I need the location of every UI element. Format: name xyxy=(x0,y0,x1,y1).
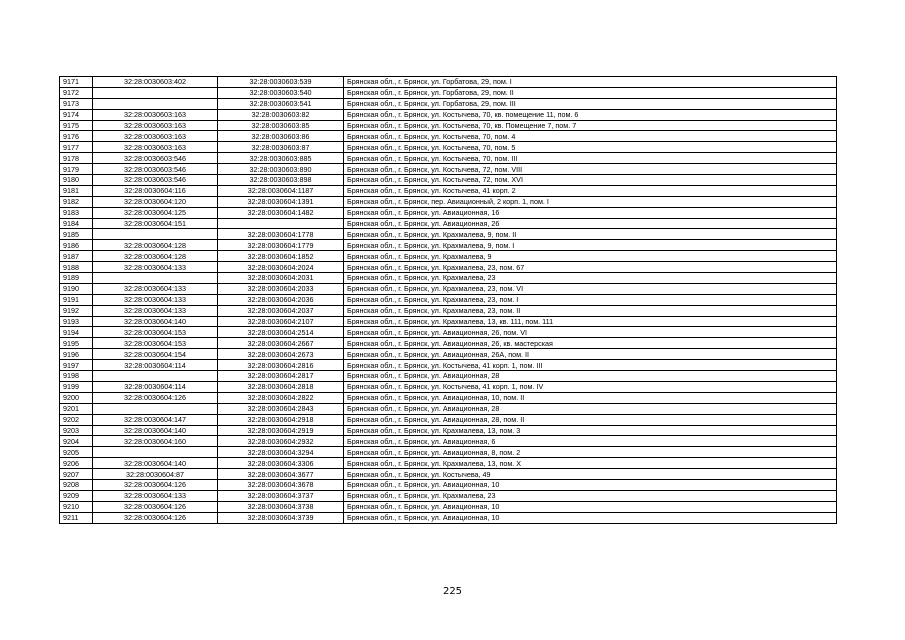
row-number-cell: 9172 xyxy=(60,87,93,98)
cadastral-number-cell: 32:28:0030604:2843 xyxy=(218,403,344,414)
address-cell: Брянская обл., г. Брянск, ул. Костычева, 41 корп. 1, пом. IV xyxy=(344,381,837,392)
table-row xyxy=(60,316,837,327)
parent-cadastral-cell: 32:28:0030604:114 xyxy=(93,381,218,392)
address-cell: Брянская обл., г. Брянск, ул. Горбатова, 29, пом. I xyxy=(344,77,837,88)
address-cell: Брянская обл., г. Брянск, ул. Горбатова, 29, пом. II xyxy=(344,87,837,98)
table-row xyxy=(60,447,837,458)
parent-cadastral-cell: 32:28:0030603:163 xyxy=(93,142,218,153)
cadastral-number-cell: 32:28:0030604:2036 xyxy=(218,294,344,305)
address-cell: Брянская обл., г. Брянск, ул. Авиационная, 26, кв. мастерская xyxy=(344,338,837,349)
cadastral-number-cell: 32:28:0030604:2037 xyxy=(218,305,344,316)
parent-cadastral-cell xyxy=(93,98,218,109)
cadastral-number-cell: 32:28:0030604:2514 xyxy=(218,327,344,338)
address-cell: Брянская обл., г. Брянск, ул. Крахмалева, 23 xyxy=(344,490,837,501)
parent-cadastral-cell: 32:28:0030604:147 xyxy=(93,414,218,425)
table-row xyxy=(60,414,837,425)
table-row xyxy=(60,305,837,316)
cadastral-number-cell xyxy=(218,218,344,229)
address-cell: Брянская обл., г. Брянск, ул. Костычева, 72, пом. XVI xyxy=(344,175,837,186)
table-row xyxy=(60,283,837,294)
cadastral-number-cell: 32:28:0030604:3737 xyxy=(218,490,344,501)
address-cell: Брянская обл., г. Брянск, ул. Авиационная, 26 xyxy=(344,218,837,229)
parent-cadastral-cell: 32:28:0030603:163 xyxy=(93,131,218,142)
row-number-cell: 9207 xyxy=(60,469,93,480)
parent-cadastral-cell: 32:28:0030603:546 xyxy=(93,175,218,186)
parent-cadastral-cell xyxy=(93,273,218,284)
cadastral-number-cell: 32:28:0030603:539 xyxy=(218,77,344,88)
address-cell: Брянская обл., г. Брянск, ул. Авиационная, 26А, пом. II xyxy=(344,349,837,360)
row-number-cell: 9175 xyxy=(60,120,93,131)
parent-cadastral-cell xyxy=(93,229,218,240)
address-cell: Брянская обл., г. Брянск, ул. Авиационная, 10 xyxy=(344,479,837,490)
table-row xyxy=(60,196,837,207)
cadastral-number-cell: 32:28:0030603:885 xyxy=(218,153,344,164)
cadastral-number-cell: 32:28:0030603:541 xyxy=(218,98,344,109)
address-cell: Брянская обл., г. Брянск, ул. Авиационная, 10, пом. II xyxy=(344,392,837,403)
row-number-cell: 9182 xyxy=(60,196,93,207)
table-row xyxy=(60,294,837,305)
row-number-cell: 9180 xyxy=(60,175,93,186)
cadastral-number-cell: 32:28:0030604:1391 xyxy=(218,196,344,207)
parent-cadastral-cell: 32:28:0030604:160 xyxy=(93,436,218,447)
table-row xyxy=(60,392,837,403)
table-row xyxy=(60,87,837,98)
table-row xyxy=(60,262,837,273)
row-number-cell: 9189 xyxy=(60,273,93,284)
address-cell: Брянская обл., г. Брянск, ул. Крахмалева, 23, пом. II xyxy=(344,305,837,316)
table-row xyxy=(60,479,837,490)
cadastral-number-cell: 32:28:0030603:898 xyxy=(218,175,344,186)
address-cell: Брянская обл., г. Брянск, ул. Крахмалева, 23, пом. I xyxy=(344,294,837,305)
parent-cadastral-cell: 32:28:0030604:128 xyxy=(93,251,218,262)
cadastral-number-cell: 32:28:0030604:3294 xyxy=(218,447,344,458)
table-row xyxy=(60,273,837,284)
parent-cadastral-cell: 32:28:0030603:163 xyxy=(93,120,218,131)
address-cell: Брянская обл., г. Брянск, ул. Крахмалева, 9, пом. I xyxy=(344,240,837,251)
table-row xyxy=(60,142,837,153)
parent-cadastral-cell: 32:28:0030603:546 xyxy=(93,164,218,175)
table-row xyxy=(60,458,837,469)
parent-cadastral-cell xyxy=(93,403,218,414)
row-number-cell: 9188 xyxy=(60,262,93,273)
row-number-cell: 9205 xyxy=(60,447,93,458)
cadastral-number-cell: 32:28:0030604:2107 xyxy=(218,316,344,327)
address-cell: Брянская обл., г. Брянск, ул. Авиационная, 10 xyxy=(344,501,837,512)
address-cell: Брянская обл., г. Брянск, ул. Костычева, 41 корп. 2 xyxy=(344,185,837,196)
cadastral-registry-table xyxy=(59,76,837,524)
row-number-cell: 9181 xyxy=(60,185,93,196)
table-row xyxy=(60,207,837,218)
table-row xyxy=(60,120,837,131)
cadastral-number-cell: 32:28:0030604:3739 xyxy=(218,512,344,523)
parent-cadastral-cell: 32:28:0030603:163 xyxy=(93,109,218,120)
address-cell: Брянская обл., г. Брянск, ул. Крахмалева, 13, пом. 3 xyxy=(344,425,837,436)
address-cell: Брянская обл., г. Брянск, ул. Авиационная, 6 xyxy=(344,436,837,447)
cadastral-number-cell: 32:28:0030603:86 xyxy=(218,131,344,142)
parent-cadastral-cell: 32:28:0030604:120 xyxy=(93,196,218,207)
table-row xyxy=(60,327,837,338)
parent-cadastral-cell: 32:28:0030604:133 xyxy=(93,283,218,294)
table-row xyxy=(60,381,837,392)
row-number-cell: 9200 xyxy=(60,392,93,403)
row-number-cell: 9202 xyxy=(60,414,93,425)
parent-cadastral-cell: 32:28:0030603:546 xyxy=(93,153,218,164)
table-row xyxy=(60,512,837,523)
row-number-cell: 9199 xyxy=(60,381,93,392)
address-cell: Брянская обл., г. Брянск, ул. Костычева, 70, пом. 5 xyxy=(344,142,837,153)
row-number-cell: 9177 xyxy=(60,142,93,153)
address-cell: Брянская обл., г. Брянск, ул. Костычева, 70, пом. 4 xyxy=(344,131,837,142)
cadastral-number-cell: 32:28:0030604:2817 xyxy=(218,371,344,382)
address-cell: Брянская обл., г. Брянск, ул. Крахмалева, 13, кв. 111, пом. 111 xyxy=(344,316,837,327)
parent-cadastral-cell: 32:28:0030604:140 xyxy=(93,458,218,469)
parent-cadastral-cell: 32:28:0030604:87 xyxy=(93,469,218,480)
cadastral-number-cell: 32:28:0030604:2673 xyxy=(218,349,344,360)
row-number-cell: 9179 xyxy=(60,164,93,175)
address-cell: Брянская обл., г. Брянск, ул. Костычева, 49 xyxy=(344,469,837,480)
parent-cadastral-cell: 32:28:0030604:114 xyxy=(93,360,218,371)
row-number-cell: 9203 xyxy=(60,425,93,436)
address-cell: Брянская обл., г. Брянск, ул. Костычева, 70, кв. помещение 11, пом. 6 xyxy=(344,109,837,120)
row-number-cell: 9193 xyxy=(60,316,93,327)
table-row xyxy=(60,360,837,371)
cadastral-number-cell: 32:28:0030604:1187 xyxy=(218,185,344,196)
table-row xyxy=(60,469,837,480)
table-row xyxy=(60,109,837,120)
row-number-cell: 9209 xyxy=(60,490,93,501)
table-row xyxy=(60,403,837,414)
row-number-cell: 9208 xyxy=(60,479,93,490)
cadastral-number-cell: 32:28:0030604:2024 xyxy=(218,262,344,273)
page-number: 225 xyxy=(442,586,463,597)
table-row xyxy=(60,77,837,88)
cadastral-number-cell: 32:28:0030603:890 xyxy=(218,164,344,175)
cadastral-number-cell: 32:28:0030603:87 xyxy=(218,142,344,153)
parent-cadastral-cell: 32:28:0030604:133 xyxy=(93,305,218,316)
cadastral-number-cell: 32:28:0030604:2033 xyxy=(218,283,344,294)
address-cell: Брянская обл., г. Брянск, ул. Авиационная, 10 xyxy=(344,512,837,523)
row-number-cell: 9190 xyxy=(60,283,93,294)
parent-cadastral-cell: 32:28:0030604:153 xyxy=(93,327,218,338)
address-cell: Брянская обл., г. Брянск, ул. Авиационная, 28 xyxy=(344,371,837,382)
cadastral-number-cell: 32:28:0030604:1852 xyxy=(218,251,344,262)
row-number-cell: 9204 xyxy=(60,436,93,447)
parent-cadastral-cell: 32:28:0030604:126 xyxy=(93,392,218,403)
table-row xyxy=(60,425,837,436)
row-number-cell: 9210 xyxy=(60,501,93,512)
row-number-cell: 9196 xyxy=(60,349,93,360)
address-cell: Брянская обл., г. Брянск, ул. Авиационная, 8, пом. 2 xyxy=(344,447,837,458)
table-row xyxy=(60,490,837,501)
parent-cadastral-cell: 32:28:0030604:133 xyxy=(93,262,218,273)
row-number-cell: 9198 xyxy=(60,371,93,382)
cadastral-number-cell: 32:28:0030604:3678 xyxy=(218,479,344,490)
parent-cadastral-cell: 32:28:0030604:154 xyxy=(93,349,218,360)
address-cell: Брянская обл., г. Брянск, ул. Горбатова, 29, пом. III xyxy=(344,98,837,109)
row-number-cell: 9183 xyxy=(60,207,93,218)
address-cell: Брянская обл., г. Брянск, пер. Авиационный, 2 корп. 1, пом. I xyxy=(344,196,837,207)
parent-cadastral-cell: 32:28:0030604:151 xyxy=(93,218,218,229)
table-row xyxy=(60,153,837,164)
address-cell: Брянская обл., г. Брянск, ул. Костычева, 41 корп. 1, пом. III xyxy=(344,360,837,371)
parent-cadastral-cell: 32:28:0030604:125 xyxy=(93,207,218,218)
row-number-cell: 9184 xyxy=(60,218,93,229)
row-number-cell: 9195 xyxy=(60,338,93,349)
address-cell: Брянская обл., г. Брянск, ул. Крахмалева, 23, пом. VI xyxy=(344,283,837,294)
cadastral-number-cell: 32:28:0030604:2818 xyxy=(218,381,344,392)
parent-cadastral-cell: 32:28:0030604:126 xyxy=(93,479,218,490)
parent-cadastral-cell: 32:28:0030604:133 xyxy=(93,294,218,305)
address-cell: Брянская обл., г. Брянск, ул. Авиационная, 16 xyxy=(344,207,837,218)
table-body xyxy=(60,77,837,524)
address-cell: Брянская обл., г. Брянск, ул. Костычева, 72, пом. VIII xyxy=(344,164,837,175)
parent-cadastral-cell: 32:28:0030604:116 xyxy=(93,185,218,196)
address-cell: Брянская обл., г. Брянск, ул. Крахмалева, 23 xyxy=(344,273,837,284)
parent-cadastral-cell: 32:28:0030603:402 xyxy=(93,77,218,88)
parent-cadastral-cell xyxy=(93,87,218,98)
table-row xyxy=(60,185,837,196)
table-row xyxy=(60,501,837,512)
parent-cadastral-cell: 32:28:0030604:140 xyxy=(93,316,218,327)
row-number-cell: 9171 xyxy=(60,77,93,88)
table-row xyxy=(60,240,837,251)
parent-cadastral-cell: 32:28:0030604:153 xyxy=(93,338,218,349)
row-number-cell: 9201 xyxy=(60,403,93,414)
cadastral-number-cell: 32:28:0030603:85 xyxy=(218,120,344,131)
cadastral-number-cell: 32:28:0030604:3306 xyxy=(218,458,344,469)
table-row xyxy=(60,338,837,349)
cadastral-number-cell: 32:28:0030604:1482 xyxy=(218,207,344,218)
row-number-cell: 9191 xyxy=(60,294,93,305)
address-cell: Брянская обл., г. Брянск, ул. Крахмалева, 9, пом. II xyxy=(344,229,837,240)
address-cell: Брянская обл., г. Брянск, ул. Авиационная, 28 xyxy=(344,403,837,414)
cadastral-number-cell: 32:28:0030604:3738 xyxy=(218,501,344,512)
cadastral-number-cell: 32:28:0030603:82 xyxy=(218,109,344,120)
address-cell: Брянская обл., г. Брянск, ул. Крахмалева, 9 xyxy=(344,251,837,262)
address-cell: Брянская обл., г. Брянск, ул. Крахмалева, 13, пом. X xyxy=(344,458,837,469)
cadastral-number-cell: 32:28:0030604:2816 xyxy=(218,360,344,371)
table-row xyxy=(60,98,837,109)
cadastral-number-cell: 32:28:0030604:2822 xyxy=(218,392,344,403)
table-row xyxy=(60,229,837,240)
table-row xyxy=(60,349,837,360)
table-row xyxy=(60,371,837,382)
table-row xyxy=(60,164,837,175)
row-number-cell: 9186 xyxy=(60,240,93,251)
parent-cadastral-cell xyxy=(93,371,218,382)
parent-cadastral-cell: 32:28:0030604:133 xyxy=(93,490,218,501)
table-row xyxy=(60,175,837,186)
address-cell: Брянская обл., г. Брянск, ул. Авиационная, 28, пом. II xyxy=(344,414,837,425)
row-number-cell: 9194 xyxy=(60,327,93,338)
parent-cadastral-cell: 32:28:0030604:140 xyxy=(93,425,218,436)
row-number-cell: 9178 xyxy=(60,153,93,164)
cadastral-number-cell: 32:28:0030604:3677 xyxy=(218,469,344,480)
cadastral-number-cell: 32:28:0030604:2667 xyxy=(218,338,344,349)
row-number-cell: 9197 xyxy=(60,360,93,371)
cadastral-number-cell: 32:28:0030604:2919 xyxy=(218,425,344,436)
table-row xyxy=(60,251,837,262)
table-row xyxy=(60,131,837,142)
row-number-cell: 9174 xyxy=(60,109,93,120)
row-number-cell: 9187 xyxy=(60,251,93,262)
row-number-cell: 9192 xyxy=(60,305,93,316)
address-cell: Брянская обл., г. Брянск, ул. Авиационная, 26, пом. VI xyxy=(344,327,837,338)
row-number-cell: 9173 xyxy=(60,98,93,109)
table-row xyxy=(60,436,837,447)
cadastral-number-cell: 32:28:0030604:1778 xyxy=(218,229,344,240)
row-number-cell: 9185 xyxy=(60,229,93,240)
cadastral-number-cell: 32:28:0030604:1779 xyxy=(218,240,344,251)
table-row xyxy=(60,218,837,229)
row-number-cell: 9176 xyxy=(60,131,93,142)
address-cell: Брянская обл., г. Брянск, ул. Костычева, 70, кв. Помещение 7, пом. 7 xyxy=(344,120,837,131)
address-cell: Брянская обл., г. Брянск, ул. Костычева, 70, пом. III xyxy=(344,153,837,164)
cadastral-number-cell: 32:28:0030604:2918 xyxy=(218,414,344,425)
parent-cadastral-cell: 32:28:0030604:126 xyxy=(93,501,218,512)
address-cell: Брянская обл., г. Брянск, ул. Крахмалева, 23, пом. 67 xyxy=(344,262,837,273)
row-number-cell: 9211 xyxy=(60,512,93,523)
row-number-cell: 9206 xyxy=(60,458,93,469)
cadastral-number-cell: 32:28:0030604:2932 xyxy=(218,436,344,447)
parent-cadastral-cell: 32:28:0030604:126 xyxy=(93,512,218,523)
cadastral-number-cell: 32:28:0030603:540 xyxy=(218,87,344,98)
parent-cadastral-cell xyxy=(93,447,218,458)
parent-cadastral-cell: 32:28:0030604:128 xyxy=(93,240,218,251)
cadastral-number-cell: 32:28:0030604:2031 xyxy=(218,273,344,284)
